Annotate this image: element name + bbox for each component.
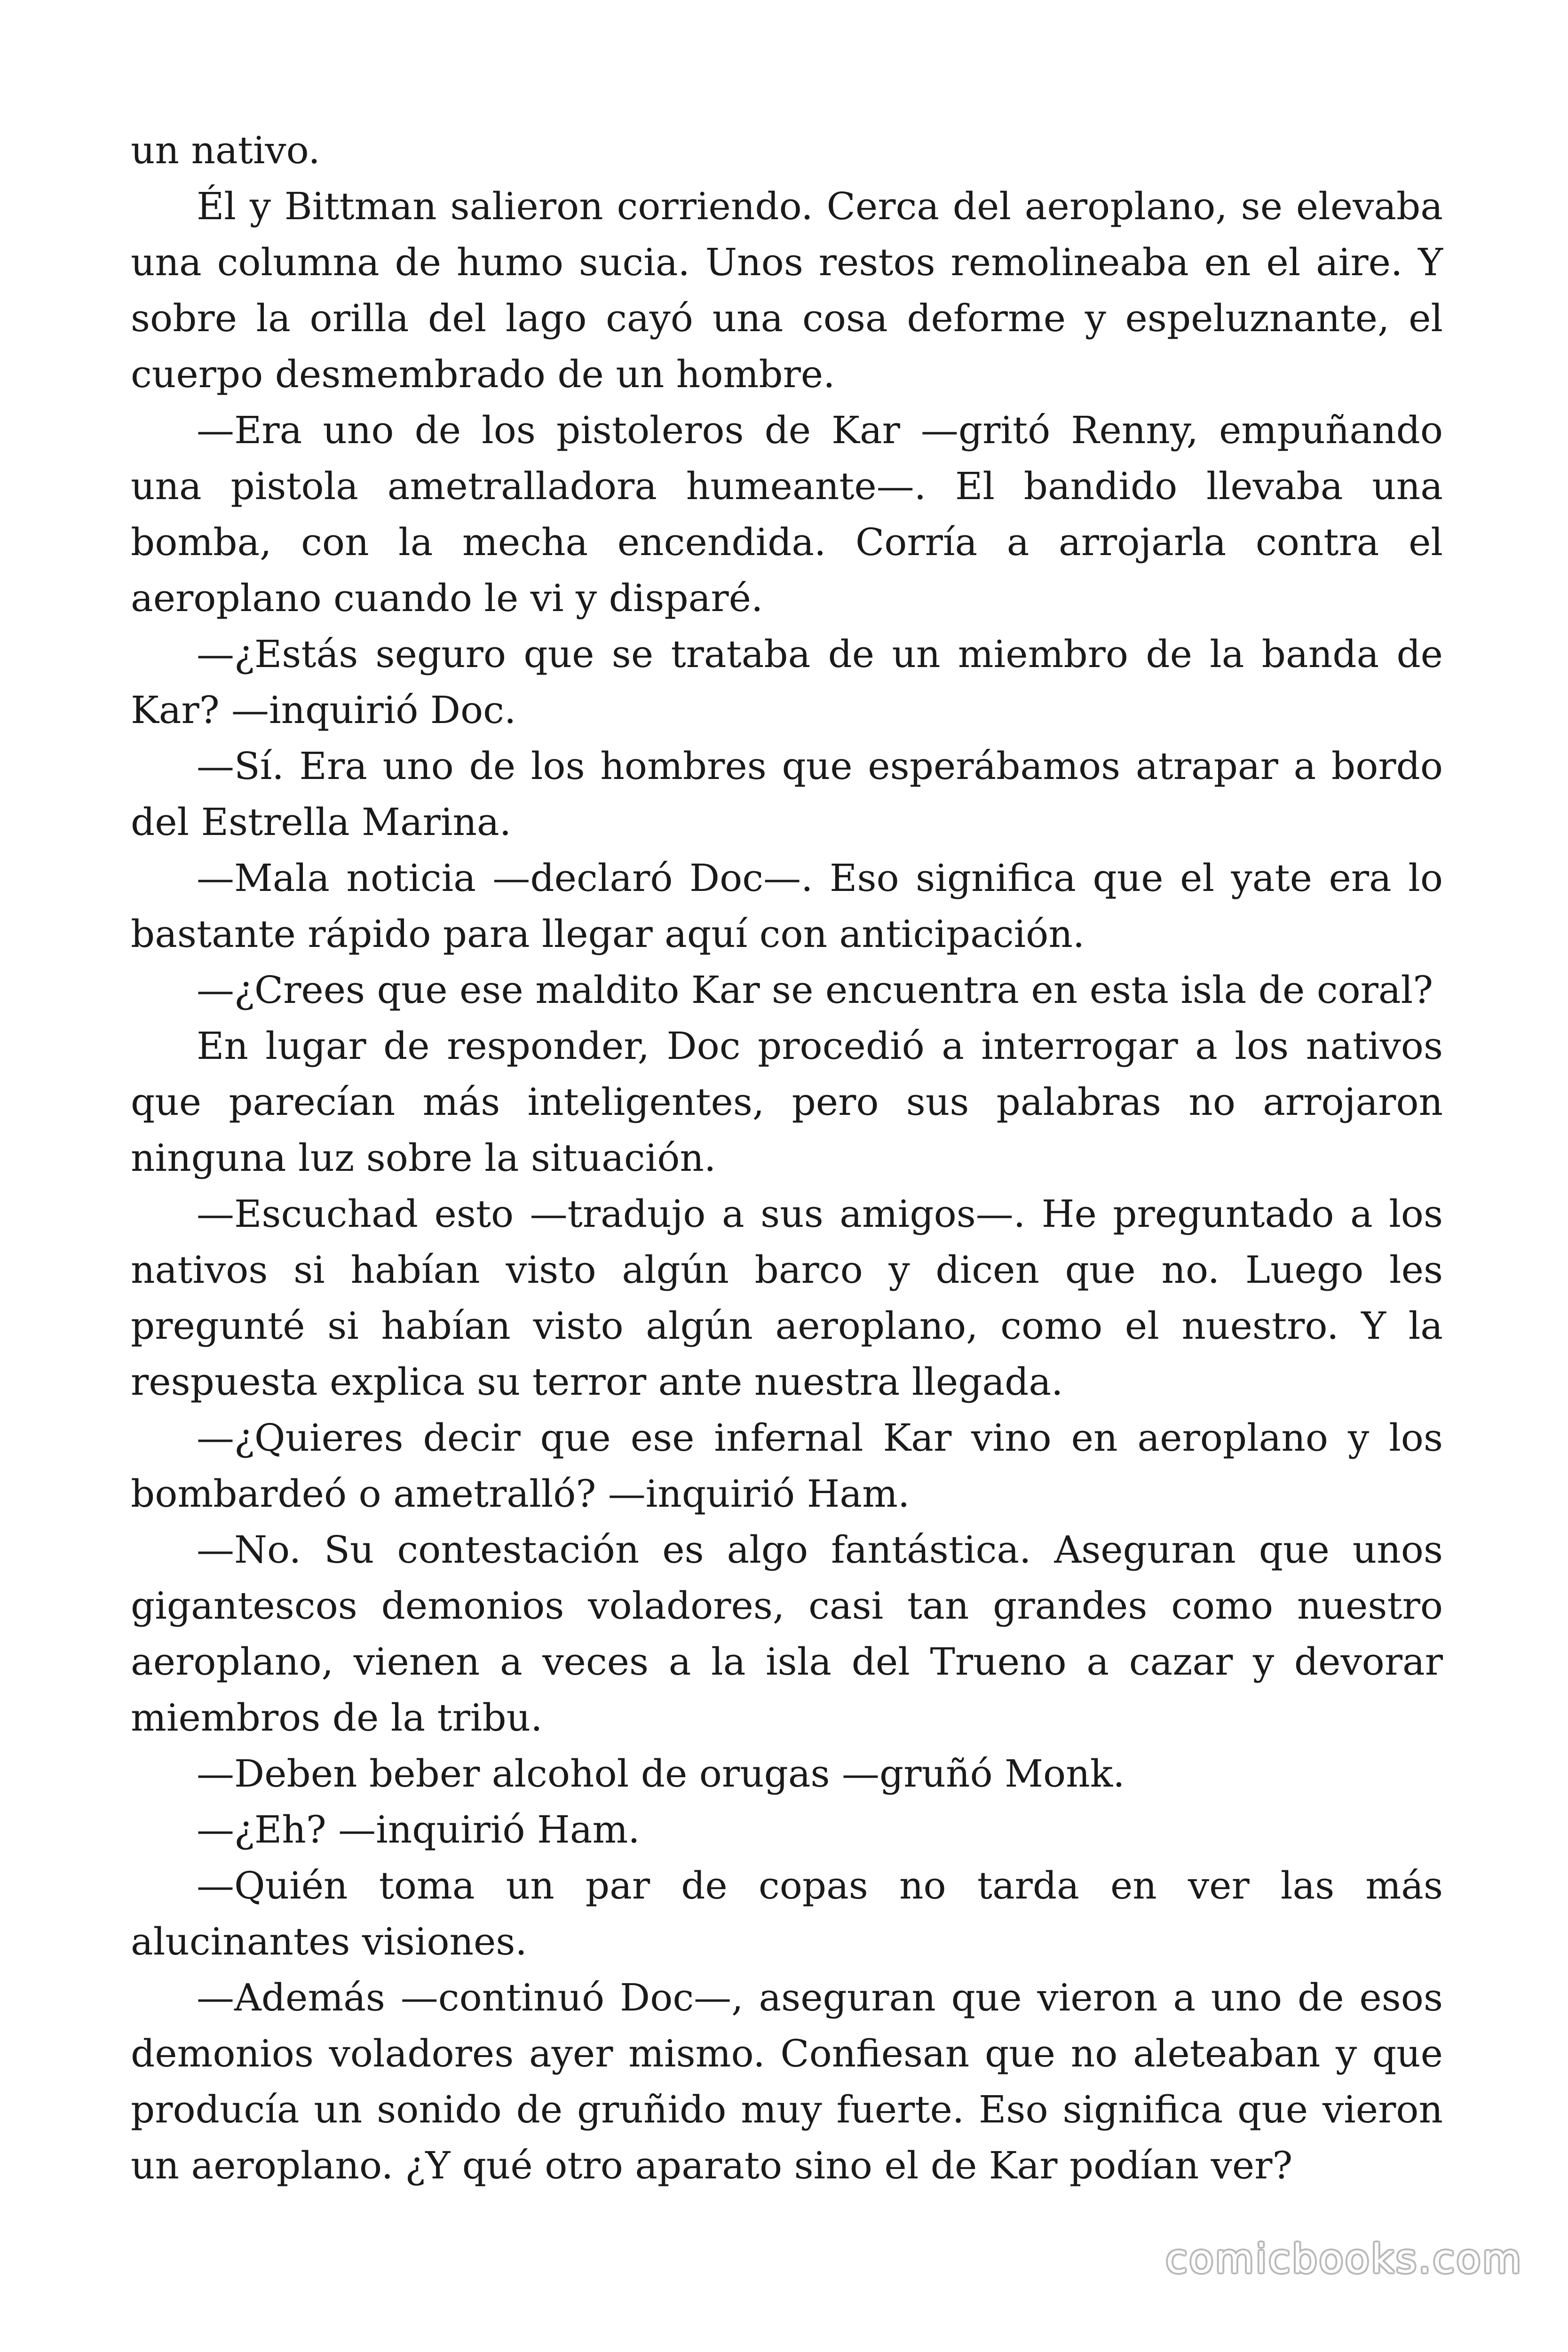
paragraph-9: —Escuchad esto —tradujo a sus amigos—. He preguntado a los nativos si habían visto algún barco y dicen que no. Luego les pregunté si habían visto algún aeroplano, como el nuestro. Y la respuesta explica su terror ante nuestra llegada. xyxy=(131,1192,1443,1404)
paragraph-2: Él y Bittman salieron corriendo. Cerca del aeroplano, se elevaba una columna de humo sucia. Unos restos remolineaba en el aire. Y sobre la orilla del lago cayó una cosa deforme y espeluznante, el cuerpo desmembrado de un hombre. xyxy=(131,184,1443,396)
paragraph-14: —Quién toma un par de copas no tarda en ver las más alucinantes visiones. xyxy=(131,1864,1443,1963)
site-watermark: comicbooks.com xyxy=(1165,2236,1523,2282)
book-page-text xyxy=(131,122,1443,2193)
paragraph-1: un nativo. xyxy=(131,128,320,172)
paragraph-12: —Deben beber alcohol de orugas —gruñó Monk. xyxy=(197,1752,1125,1796)
paragraph-15: —Además —continuó Doc—, aseguran que vieron a uno de esos demonios voladores ayer mismo. Confiesan que no aleteaban y que producía un sonido de gruñido muy fuerte. Eso significa que vieron un aeroplano. ¿Y qué otro aparato sino el de Kar podían ver? xyxy=(131,1976,1443,2187)
paragraph-6: —Mala noticia —declaró Doc—. Eso significa que el yate era lo bastante rápido para llegar aquí con anticipación. xyxy=(131,856,1443,956)
paragraph-8: En lugar de responder, Doc procedió a interrogar a los nativos que parecían más inteligentes, pero sus palabras no arrojaron ninguna luz sobre la situación. xyxy=(131,1024,1443,1180)
paragraph-5: —Sí. Era uno de los hombres que esperábamos atrapar a bordo del Estrella Marina. xyxy=(131,744,1443,844)
paragraph-7: —¿Crees que ese maldito Kar se encuentra en esta isla de coral? xyxy=(197,968,1433,1012)
paragraph-11: —No. Su contestación es algo fantástica. Aseguran que unos gigantescos demonios voladores, casi tan grandes como nuestro aeroplano, vienen a veces a la isla del Trueno a cazar y devorar miembros de la tribu. xyxy=(131,1528,1443,1740)
paragraph-4: —¿Estás seguro que se trataba de un miembro de la banda de Kar? —inquirió Doc. xyxy=(131,632,1443,732)
paragraph-13: —¿Eh? —inquirió Ham. xyxy=(197,1808,640,1851)
paragraph-3: —Era uno de los pistoleros de Kar —gritó Renny, empuñando una pistola ametralladora humeante—. El bandido llevaba una bomba, con la mecha encendida. Corría a arrojarla contra el aeroplano cuando le vi y disparé. xyxy=(131,408,1443,620)
paragraph-10: —¿Quieres decir que ese infernal Kar vino en aeroplano y los bombardeó o ametralló? —inquirió Ham. xyxy=(131,1416,1443,1516)
